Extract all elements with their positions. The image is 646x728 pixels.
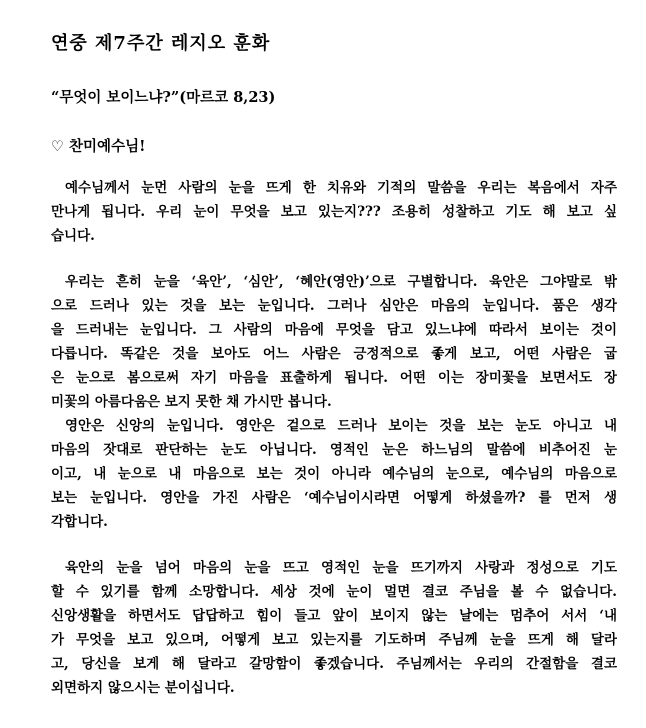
text-line: 을 드러내는 눈입니다. 그 사람의 마음에 무엇을 담고 있느냐에 따라서 보이는 것이 bbox=[51, 322, 617, 338]
text-line: 영안은 신앙의 눈입니다. 영안은 겉으로 드러나 보이는 것을 보는 눈도 아니고 내 bbox=[65, 418, 617, 434]
paragraph-2 bbox=[51, 270, 617, 534]
scripture-quote: “무엇이 보이느냐?”(마르코 8,23) bbox=[51, 89, 276, 106]
text-line: 습니다. bbox=[51, 228, 95, 244]
text-line: 육안의 눈을 넘어 마음의 눈을 뜨고 영적인 눈을 뜨기까지 사랑과 정성으로 기도 bbox=[65, 560, 617, 576]
text-line: 할 수 있기를 함께 소망합니다. 세상 것에 눈이 멀면 결코 주님을 볼 수 없습니다. bbox=[51, 584, 617, 600]
text-line: 마음의 잣대로 판단하는 눈도 아닙니다. 영적인 눈은 하느님의 말씀에 비추어진 눈 bbox=[51, 442, 617, 458]
text-line: 각합니다. bbox=[51, 514, 108, 530]
text-line: 우리는 흔히 눈을 ‘육안’, ‘심안’, ‘혜안(영안)’으로 구별합니다. 육안은 그야말로 밖 bbox=[65, 274, 617, 290]
text-line: 가 무엇을 보고 있으며, 어떻게 보고 있는지를 기도하며 주님께 눈을 뜨게 해 달라 bbox=[51, 632, 617, 648]
text-line: 신앙생활을 하면서도 답답하고 힘이 들고 앞이 보이지 않는 날에는 멈추어 서서 ‘내 bbox=[51, 608, 617, 624]
text-line: 이고, 내 눈으로 내 마음으로 보는 것이 아니라 예수님의 눈으로, 예수님의 마음으로 bbox=[51, 466, 617, 482]
text-line: 외면하지 않으시는 분이십니다. bbox=[51, 680, 235, 696]
text-line: 미꽃의 아름다움은 보지 못한 채 가시만 봅니다. bbox=[51, 394, 332, 410]
text-line: 예수님께서 눈먼 사람의 눈을 뜨게 한 치유와 기적의 말씀을 우리는 복음에서 자주 bbox=[65, 180, 617, 196]
text-line: 은 눈으로 봄으로써 자기 마음을 표출하게 됩니다. 어떤 이는 장미꽃을 보면서도 장 bbox=[51, 370, 617, 386]
paragraph-3 bbox=[51, 556, 617, 700]
text-line: 다릅니다. 똑같은 것을 보아도 어느 사람은 긍정적으로 좋게 보고, 어떤 사람은 굽 bbox=[51, 346, 617, 362]
document-title: 연중 제7주간 레지오 훈화 bbox=[51, 33, 271, 54]
text-line: 보는 눈입니다. 영안을 가진 사람은 ‘예수님이시라면 어떻게 하셨을까? 를 먼저 생 bbox=[51, 490, 617, 506]
paragraph-1 bbox=[51, 176, 617, 248]
text-line: 으로 드러나 있는 것을 보는 눈입니다. 그러나 심안은 마음의 눈입니다. 품은 생각 bbox=[51, 298, 617, 314]
text-line: 만나게 됩니다. 우리 눈이 무엇을 보고 있는지??? 조용히 성찰하고 기도 해 보고 싶 bbox=[51, 204, 617, 220]
text-line: 고, 당신을 보게 해 달라고 갈망함이 좋겠습니다. 주님께서는 우리의 간절함을 결코 bbox=[51, 656, 617, 672]
greeting: ♡ 찬미예수님! bbox=[51, 138, 146, 155]
